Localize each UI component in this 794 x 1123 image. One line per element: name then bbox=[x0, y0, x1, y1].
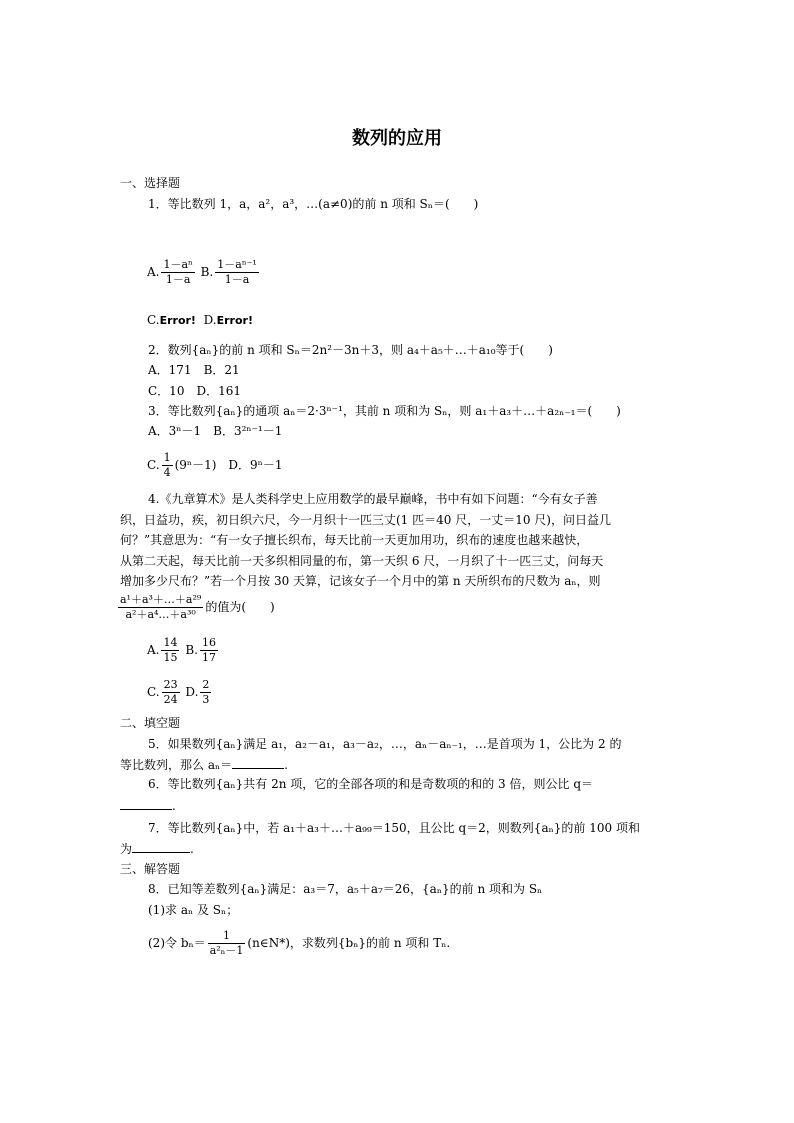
question-4-fraction bbox=[118, 593, 203, 622]
fraction-denominator: 15 bbox=[163, 651, 178, 664]
option-a-fraction bbox=[161, 636, 179, 665]
question-1: 1．等比数列 1，a，a²，a³，…(a≠0)的前 n 项和 Sₙ＝( ) bbox=[148, 197, 479, 211]
fraction-numerator: 1 bbox=[163, 451, 171, 464]
fraction-numerator: 1 bbox=[208, 929, 246, 944]
question-3-options-cd bbox=[147, 451, 283, 480]
option-c-label: C. bbox=[147, 458, 160, 472]
question-4-options-cd bbox=[147, 678, 213, 707]
section-choice-heading: 一、选择题 bbox=[120, 176, 181, 190]
question-4-line-1: 4.《九章算术》是人类科学史上应用数学的最早巅峰，书中有如下问题：“今有女子善 bbox=[148, 492, 598, 506]
question-7-line-1: 7．等比数列{aₙ}中，若 a₁＋a₃＋…＋a₉₉＝150，且公比 q＝2，则数列{aₙ}的前 100 项和 bbox=[148, 821, 640, 835]
fraction-numerator: 16 bbox=[201, 636, 216, 649]
option-c-label: C. bbox=[147, 685, 160, 699]
fraction-denominator: a²ₙ－1 bbox=[209, 944, 244, 957]
option-c-fraction bbox=[162, 678, 180, 707]
fraction-numerator: 1－aⁿ⁻¹ bbox=[217, 258, 257, 271]
fraction-numerator: 2 bbox=[202, 678, 210, 691]
fraction-denominator: 17 bbox=[201, 651, 216, 664]
question-2: 2．数列{aₙ}的前 n 项和 Sₙ＝2n²－3n＋3，则 a₄＋a₅＋…＋a₁₀等于( ) bbox=[148, 343, 553, 357]
question-8-fraction bbox=[208, 929, 246, 958]
fraction-denominator: a²＋a⁴…＋a³⁰ bbox=[125, 608, 196, 621]
option-d-label: D. bbox=[185, 685, 199, 699]
option-b-fraction bbox=[200, 636, 218, 665]
question-5-period: . bbox=[284, 758, 288, 772]
question-7-line-2 bbox=[120, 841, 194, 857]
option-a-fraction bbox=[161, 258, 194, 287]
question-7-text: 为 bbox=[120, 842, 133, 856]
section-fill-heading: 二、填空题 bbox=[120, 716, 181, 730]
question-1-options-cd bbox=[147, 313, 253, 328]
option-d-label: D. bbox=[203, 313, 217, 327]
option-a-label: A. bbox=[147, 643, 160, 657]
question-4-tail: 的值为( ) bbox=[205, 600, 275, 614]
question-3: 3．等比数列{aₙ}的通项 aₙ＝2·3ⁿ⁻¹，其前 n 项和为 Sₙ，则 a₁＋a₃＋…＋a₂ₙ₋₁＝( ) bbox=[148, 404, 621, 418]
answer-blank[interactable] bbox=[232, 757, 284, 769]
option-b-label: B. bbox=[185, 643, 198, 657]
option-c-error: Error! bbox=[159, 314, 196, 327]
question-4-line-2: 织，日益功，疾，初日织六尺，今一月织十一匹三丈(1 匹＝40 尺，一丈＝10 尺)，问日益几 bbox=[120, 513, 611, 527]
section-solve-heading: 三、解答题 bbox=[120, 862, 181, 876]
option-a-label: A. bbox=[147, 265, 160, 279]
question-2-options-ab: A．171 B．21 bbox=[148, 363, 240, 377]
option-c-fraction bbox=[162, 451, 173, 480]
fraction-denominator: 1－a bbox=[165, 273, 191, 286]
question-8-part-2 bbox=[148, 929, 450, 958]
fraction-numerator: a¹＋a³＋…＋a²⁹ bbox=[120, 593, 202, 606]
question-8-part-2-tail: (n∈N*)，求数列{bₙ}的前 n 项和 Tₙ. bbox=[247, 936, 451, 950]
question-4-line-6 bbox=[118, 593, 275, 622]
fraction-denominator: 4 bbox=[163, 466, 171, 479]
question-2-options-cd: C．10 D．161 bbox=[148, 384, 241, 398]
question-8-line-1: 8．已知等差数列{aₙ}满足：a₃＝7，a₅＋a₇＝26，{aₙ}的前 n 项和为 Sₙ bbox=[148, 882, 543, 896]
question-8-part-1: (1)求 aₙ 及 Sₙ； bbox=[148, 903, 239, 917]
page-title: 数列的应用 bbox=[352, 128, 442, 149]
question-1-options-ab bbox=[147, 258, 261, 287]
question-7-period: . bbox=[190, 842, 194, 856]
question-4-line-4: 从第二天起，每天比前一天多织相同量的布，第一天织 6 尺，一月织了十一匹三丈，问每天 bbox=[120, 554, 604, 568]
fraction-denominator: 3 bbox=[202, 693, 210, 706]
answer-blank[interactable] bbox=[132, 841, 190, 853]
question-4-options-ab bbox=[147, 636, 220, 665]
option-cd-rest: (9ⁿ－1) D．9ⁿ－1 bbox=[174, 458, 283, 472]
question-4-line-5: 增加多少尺布？”若一个月按 30 天算，记该女子一个月中的第 n 天所织布的尺数为 aₙ，则 bbox=[120, 574, 601, 588]
fraction-numerator: 1－aⁿ bbox=[163, 258, 193, 271]
question-5-line-2 bbox=[120, 757, 288, 773]
fraction-denominator: 1－a bbox=[224, 273, 250, 286]
fraction-numerator: 23 bbox=[163, 678, 178, 691]
answer-blank[interactable] bbox=[120, 798, 172, 810]
question-6-line-2 bbox=[120, 798, 176, 814]
question-6-period: . bbox=[172, 799, 176, 813]
fraction-denominator: 24 bbox=[163, 693, 178, 706]
question-5-line-1: 5．如果数列{aₙ}满足 a₁，a₂－a₁，a₃－a₂，…，aₙ－aₙ₋₁，…是首项为 1，公比为 2 的 bbox=[148, 737, 622, 751]
question-5-text: 等比数列，那么 aₙ＝ bbox=[120, 758, 233, 772]
question-4-line-3: 何？”其意思为：“有一女子擅长织布，每天比前一天更加用功，织布的速度也越来越快， bbox=[120, 533, 589, 547]
question-6-line-1: 6．等比数列{aₙ}共有 2n 项，它的全部各项的和是奇数项的和的 3 倍，则公比 q＝ bbox=[148, 777, 594, 791]
option-b-fraction bbox=[215, 258, 259, 287]
question-3-options-ab: A．3ⁿ－1 B．3²ⁿ⁻¹－1 bbox=[148, 424, 283, 438]
question-8-part-2-lead: (2)令 bₙ＝ bbox=[148, 936, 206, 950]
option-c-label: C. bbox=[147, 313, 160, 327]
option-b-label: B. bbox=[200, 265, 214, 279]
fraction-numerator: 14 bbox=[163, 636, 178, 649]
option-d-error: Error! bbox=[216, 314, 253, 327]
option-d-fraction bbox=[200, 678, 211, 707]
